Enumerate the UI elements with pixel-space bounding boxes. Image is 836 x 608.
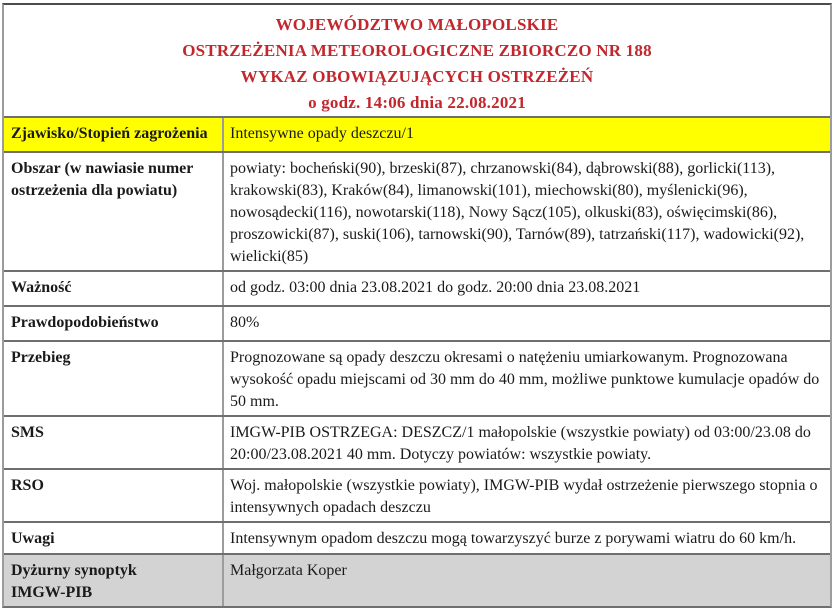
row-label-obszar bbox=[4, 153, 222, 270]
table-row-zjawisko bbox=[4, 116, 830, 151]
table-row-prawdopodobienstwo bbox=[4, 305, 830, 340]
row-label-prawdopodobienstwo bbox=[4, 307, 222, 340]
page bbox=[0, 3, 836, 601]
row-label-przebieg bbox=[4, 342, 222, 415]
row-value-uwagi: Intensywnym opadom deszczu mogą towarzyszyć burze z porywami wiatru do 60 km/h. bbox=[222, 523, 830, 553]
row-value-rso: Woj. małopolskie (wszystkie powiaty), IMGW-PIB wydał ostrzeżenie pierwszego stopnia o intensywnych opadach deszczu bbox=[222, 470, 830, 521]
report-title-bulletin-number: OSTRZEŻENIA METEOROLOGICZNE ZBIORCZO NR 188 bbox=[182, 41, 652, 60]
row-value-prawdopodobienstwo: 80% bbox=[222, 307, 830, 340]
row-label-sms bbox=[4, 417, 222, 468]
report-title-voivodeship: WOJEWÓDZTWO MAŁOPOLSKIE bbox=[275, 15, 559, 34]
warning-table-rows bbox=[4, 116, 830, 606]
row-label-line: Uwagi bbox=[11, 530, 55, 547]
row-label-line: Zjawisko/Stopień zagrożenia bbox=[11, 125, 208, 142]
table-row-rso bbox=[4, 468, 830, 521]
row-label-line: Prawdopodobieństwo bbox=[11, 314, 159, 331]
report-issue-datetime: o godz. 14:06 dnia 22.08.2021 bbox=[308, 93, 526, 112]
table-row-waznosc bbox=[4, 270, 830, 305]
row-label-rso bbox=[4, 470, 222, 521]
row-label-line: ostrzeżenia dla powiatu) bbox=[11, 182, 178, 199]
row-value-zjawisko: Intensywne opady deszczu/1 bbox=[222, 118, 830, 151]
row-label-line: Przebieg bbox=[11, 349, 71, 366]
row-value-sms: IMGW-PIB OSTRZEGA: DESZCZ/1 małopolskie (wszystkie powiaty) od 03:00/23.08 do 20:00/23.08.2021 40 mm. Dotyczy powiatów: wszystkie powiaty. bbox=[222, 417, 830, 468]
row-label-line: Ważność bbox=[11, 279, 72, 296]
row-label-line: IMGW-PIB bbox=[11, 584, 93, 601]
row-value-przebieg: Prognozowane są opady deszczu okresami o natężeniu umiarkowanym. Prognozowana wysokość opadu miejscami od 30 mm do 40 mm, możliwe punktowe kumulacje opadów do 50 mm. bbox=[222, 342, 830, 415]
report-header bbox=[4, 5, 830, 116]
row-value-obszar: powiaty: bocheński(90), brzeski(87), chrzanowski(84), dąbrowski(88), gorlicki(113), krakowski(83), Kraków(84), limanowski(101), miechowski(80), myślenicki(96), nowosądecki(116), nowotarski(118), Nowy Sącz(105), olkuski(83), oświęcimski(86), proszowicki(87), suski(106), tarnowski(90), Tarnów(89), tatrzański(117), wadowicki(92), wielicki(85) bbox=[222, 153, 830, 270]
table-row-obszar bbox=[4, 151, 830, 270]
row-label-line: SMS bbox=[11, 424, 44, 441]
table-row-sms bbox=[4, 415, 830, 468]
warning-bulletin bbox=[2, 3, 832, 608]
row-label-dyzurny-synoptyk bbox=[4, 555, 222, 606]
table-row-przebieg bbox=[4, 340, 830, 415]
table-row-dyzurny-synoptyk bbox=[4, 553, 830, 606]
row-value-waznosc: od godz. 03:00 dnia 23.08.2021 do godz. 20:00 dnia 23.08.2021 bbox=[222, 272, 830, 305]
row-label-uwagi bbox=[4, 523, 222, 553]
report-title-list: WYKAZ OBOWIĄZUJĄCYCH OSTRZEŻEŃ bbox=[240, 67, 594, 86]
row-value-dyzurny-synoptyk: Małgorzata Koper bbox=[222, 555, 830, 606]
row-label-line: Obszar (w nawiasie numer bbox=[11, 160, 194, 177]
table-row-uwagi bbox=[4, 521, 830, 553]
row-label-line: Dyżurny synoptyk bbox=[11, 562, 137, 579]
row-label-zjawisko bbox=[4, 118, 222, 151]
row-label-line: RSO bbox=[11, 477, 44, 494]
row-label-waznosc bbox=[4, 272, 222, 305]
